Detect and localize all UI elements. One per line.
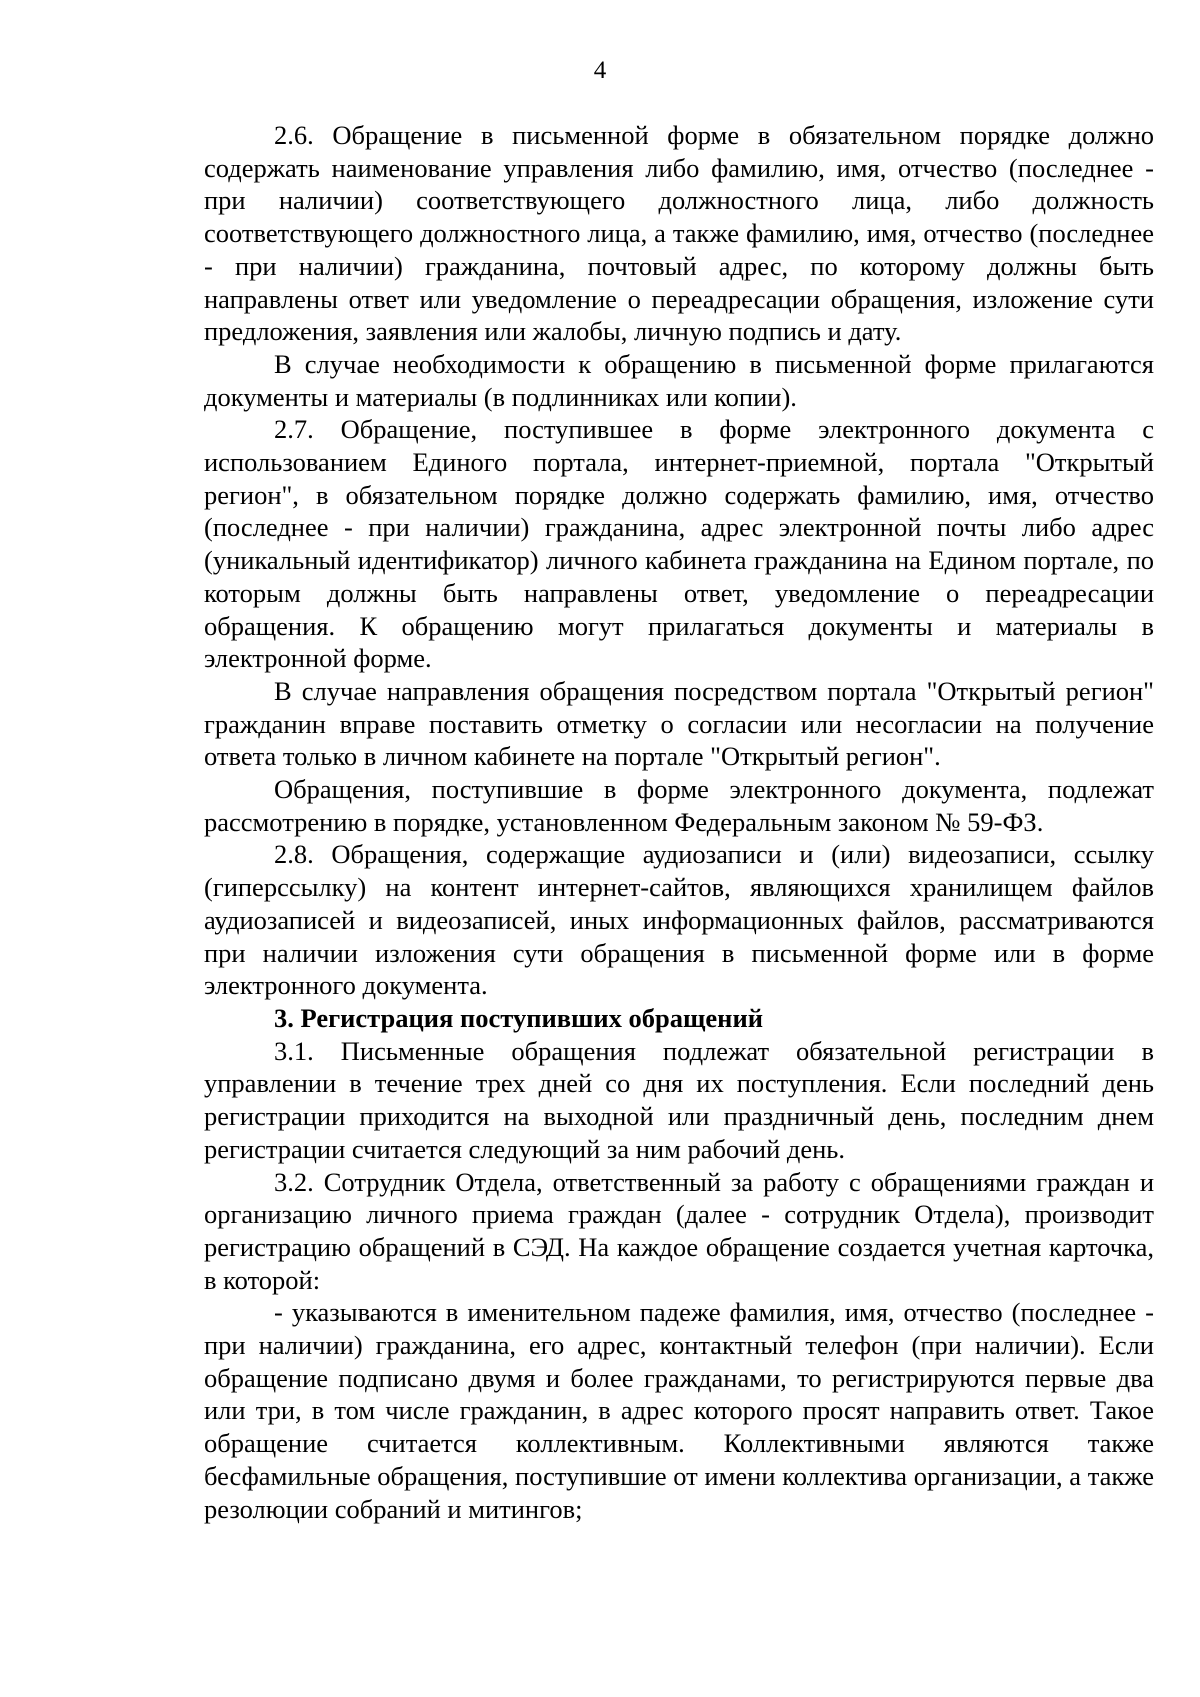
paragraph-3-1: 3.1. Письменные обращения подлежат обязательной регистрации в управлении в течение трех дней со дня их поступления. Если последний день регистрации приходится на выходной или праздничный день, последним днем регистрации считается следующий за ним рабочий день. bbox=[204, 1035, 1154, 1164]
paragraph-2-7-federal-law: Обращения, поступившие в форме электронного документа, подлежат рассмотрению в порядке, установленном Федеральным законом № 59-ФЗ. bbox=[204, 774, 1154, 837]
paragraph-2-6: 2.6. Обращение в письменной форме в обязательном порядке должно содержать наименование управления либо фамилию, имя, отчество (последнее - при наличии) соответствующего должностного лица, либо должность соответствующего должностного лица, а также фамилию, имя, отчество (последнее - при наличии) гражданина, почтовый адрес, по которому должны быть направлены ответ или уведомление о переадресации обращения, изложение сути предложения, заявления или жалобы, личную подпись и дату. bbox=[204, 120, 1154, 347]
paragraph-3-2-list-item: - указываются в именительном падеже фамилия, имя, отчество (последнее - при наличии) гражданина, его адрес, контактный телефон (при наличии). Если обращение подписано двумя и более гражданами, то регистрируются первые два или три, в том числе гражданин, в адрес которого просят направить ответ. Такое обращение считается коллективным. Коллективными являются также бесфамильные обращения, поступившие от имени коллектива организации, а также резолюции собраний и митингов; bbox=[204, 1297, 1154, 1524]
paragraph-2-7: 2.7. Обращение, поступившее в форме электронного документа с использованием Единого портала, интернет-приемной, портала "Открытый регион", в обязательном порядке должно содержать фамилию, имя, отчество (последнее - при наличии) гражданина, адрес электронной почты либо адрес (уникальный идентификатор) личного кабинета гражданина на Едином портале, по которым должны быть направлены ответ, уведомление о переадресации обращения. К обращению могут прилагаться документы и материалы в электронной форме. bbox=[204, 414, 1154, 674]
paragraph-2-7-open-region: В случае направления обращения посредством портала "Открытый регион" гражданин вправе поставить отметку о согласии или несогласии на получение ответа только в личном кабинете на портале "Открытый регион". bbox=[204, 675, 1154, 772]
paragraph-3-2: 3.2. Сотрудник Отдела, ответственный за работу с обращениями граждан и организацию личного приема граждан (далее - сотрудник Отдела), производит регистрацию обращений в СЭД. На каждое обращение создается учетная карточка, в которой: bbox=[204, 1166, 1154, 1295]
section-3-heading: 3. Регистрация поступивших обращений bbox=[274, 1002, 763, 1033]
paragraph-2-6-attachments: В случае необходимости к обращению в письменной форме прилагаются документы и материалы (в подлинниках или копии). bbox=[204, 348, 1154, 412]
page-number: 4 bbox=[593, 57, 607, 84]
paragraph-2-8: 2.8. Обращения, содержащие аудиозаписи и (или) видеозаписи, ссылку (гиперссылку) на контент интернет-сайтов, являющихся хранилищем файлов аудиозаписей и видеозаписей, иных информационных файлов, рассматриваются при наличии изложения сути обращения в письменной форме или в форме электронного документа. bbox=[204, 839, 1154, 1001]
document-body bbox=[204, 119, 1154, 1525]
